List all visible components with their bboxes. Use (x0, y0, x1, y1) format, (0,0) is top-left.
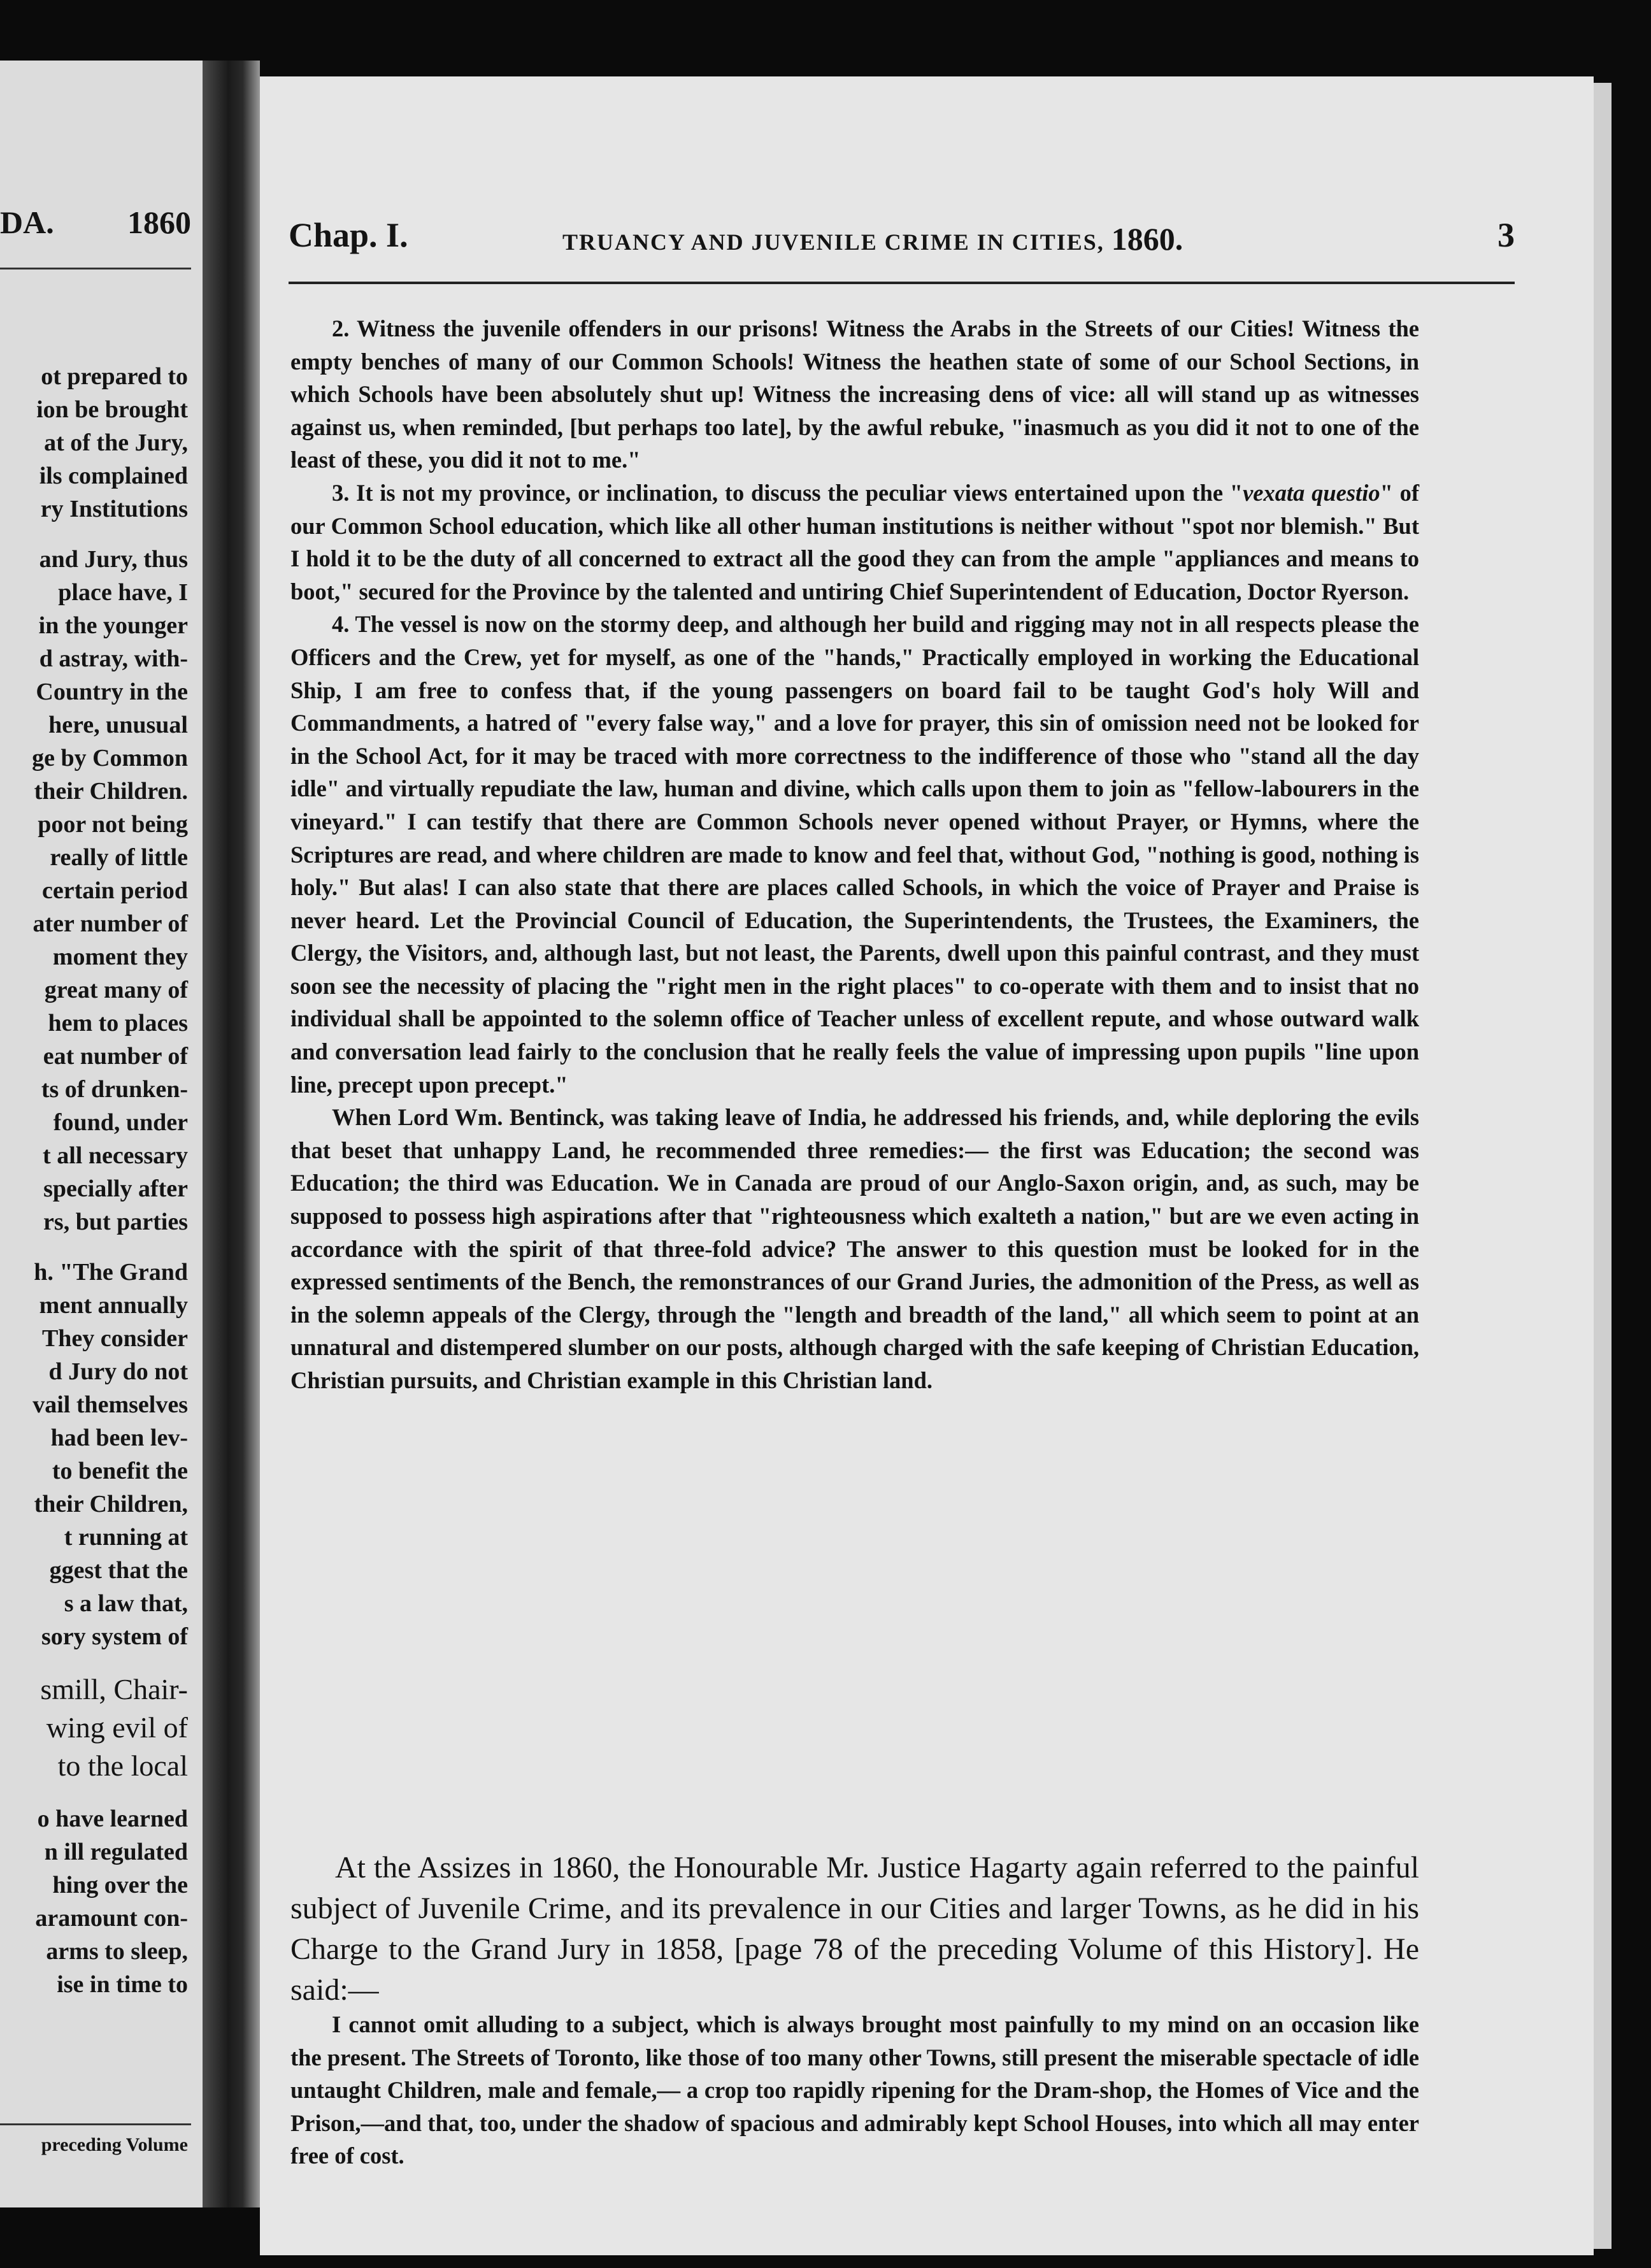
narrative-section (290, 1848, 1419, 2011)
header-rule (289, 282, 1515, 284)
left-line: ge by Common (32, 745, 188, 772)
left-line: and Jury, thus (39, 546, 188, 573)
page-number: 3 (1497, 216, 1515, 254)
left-line: poor not being (38, 811, 188, 838)
left-line: found, under (53, 1109, 188, 1136)
left-line-gap (0, 526, 188, 543)
running-head-year: 1860. (1111, 221, 1183, 257)
left-line: Country in the (36, 678, 188, 705)
paragraph-3-italic: vexata questio (1243, 479, 1380, 506)
left-line: d Jury do not (48, 1358, 188, 1385)
left-running-head (0, 204, 191, 248)
left-line: ils complained (39, 463, 188, 489)
left-line: rs, but parties (43, 1209, 188, 1235)
left-line: ggest that the (49, 1557, 188, 1584)
left-line: here, unusual (48, 712, 188, 738)
paragraph-3-part-b: " of our Common School education, which like all other human institutions is neither without "spot nor blemish." But I hold it to be the duty of all concerned to extract all the good they can from the ample "appliances and means to boot," secured for the Province by the talented and untiring Chief Superintendent of Education, Doctor Ryerson. (290, 479, 1419, 605)
left-line: t all necessary (43, 1142, 188, 1169)
left-line: hing over the (52, 1872, 188, 1898)
page-edge (1594, 83, 1612, 2249)
left-line: t running at (64, 1524, 188, 1551)
paragraph-3-part-a: 3. It is not my province, or inclination, to discuss the peculiar views entertained upon the " (332, 479, 1243, 506)
paragraph-2: 2. Witness the juvenile offenders in our prisons! Witness the Arabs in the Streets of our Cities! Witness the empty benches of many of our Common Schools! Witness the heathen state of some of our School Sections, in which Schools have been absolutely shut up! Witness the increasing dens of vice: all will stand up as witnesses against us, when reminded, [but perhaps too late], by the awful rebuke, "inasmuch as you did it not to one of the least of these, you did it not to me." (290, 315, 1419, 473)
left-line: s a law that, (64, 1590, 188, 1617)
left-line: eat number of (43, 1043, 188, 1070)
left-line-gap (0, 1653, 188, 1670)
left-line: their Children. (34, 778, 188, 805)
right-page (260, 76, 1594, 2255)
letter-body (290, 312, 1419, 1397)
left-line: to benefit the (52, 1458, 188, 1484)
left-line: ment annually (39, 1292, 188, 1319)
left-line: great many of (44, 977, 188, 1003)
left-line: their Children, (34, 1491, 188, 1518)
left-line: ts of drunken- (41, 1076, 188, 1103)
chapter-label: Chap. I. (289, 216, 408, 254)
left-running-head-title: DA. (0, 205, 54, 240)
left-header-rule (0, 268, 191, 269)
left-line: They consider (41, 1325, 188, 1352)
left-line: to the local (57, 1749, 188, 1782)
left-line: sory system of (41, 1623, 188, 1650)
left-line: arms to sleep, (46, 1938, 188, 1965)
left-footnote-rule (0, 2123, 191, 2125)
left-page-text (0, 360, 188, 2001)
left-line: ise in time to (57, 1971, 188, 1998)
left-line: ry Institutions (40, 496, 188, 522)
book-gutter (203, 61, 260, 2207)
left-line: place have, I (58, 579, 188, 606)
running-head (289, 215, 1515, 260)
left-line: aramount con- (35, 1905, 188, 1932)
narrative-paragraph: At the Assizes in 1860, the Honourable Mr. Justice Hagarty again referred to the painful subject of Juvenile Crime, and its prevalence in our Cities and larger Towns, as he did in his Charge to the Grand Jury in 1858, [page 78 of the preceding Volume of this History]. He said:— (290, 1851, 1419, 2007)
left-line: wing evil of (46, 1711, 188, 1744)
left-line: had been lev- (50, 1425, 188, 1451)
left-line: ot prepared to (41, 363, 188, 390)
left-line-gap (0, 1785, 188, 1802)
left-line: smill, Chair- (40, 1673, 188, 1705)
paragraph-3 (290, 477, 1419, 608)
paragraph-4: 4. The vessel is now on the stormy deep, and although her build and rigging may not in all respects please the Officers and the Crew, yet for myself, as one of the "hands," Practically employed in working the Educational Ship, I am free to confess that, if the young passengers on board fail to be taught God's holy Will and Commandments, a hatred of "every false way," and a love for prayer, this sin of omission need not be looked for in the School Act, for it may be traced with more correctness to the indifference of those who "stand all the day idle" and virtually repudiate the law, human and divine, which calls upon them to join as "fellow-labourers in the vineyard." I can testify that there are Common Schools never opened without Prayer, or Hymns, where the Scriptures are read, and where children are made to know and feel that, without God, "nothing is good, nothing is holy." But alas! I can also state that there are places called Schools, in which the voice of Prayer and Praise is never heard. Let the Provincial Council of Education, the Superintendents, the Trustees, the Examiners, the Clergy, the Visitors, and, although last, but not least, the Parents, dwell upon this painful contrast, and they must soon see the necessity of placing the "right men in the right places" to co-operate with them and to insist that no individual shall be appointed to the solemn office of Teacher unless of excellent repute, and whose outward walk and conversation lead fairly to the conclusion that he really feels the value of impressing upon pupils "line upon line, precept upon precept." (290, 611, 1419, 1098)
left-running-head-year: 1860 (127, 205, 191, 240)
left-line: moment they (52, 944, 188, 970)
left-line: ion be brought (36, 396, 188, 423)
left-line: really of little (50, 844, 188, 871)
left-page (0, 61, 203, 2207)
charge-quote-paragraph: I cannot omit alluding to a subject, which is always brought most painfully to my mind on an occasion like the present. The Streets of Toronto, like those of too many other Towns, still present the miserable spectacle of idle untaught Children, male and female,— a crop too rapidly ripening for the Dram-shop, the Homes of Vice and the Prison,—and that, too, under the shadow of spacious and admirably kept School Houses, into which all may enter free of cost. (290, 2011, 1419, 2169)
left-line: o have learned (37, 1805, 188, 1832)
left-line: ater number of (32, 910, 188, 937)
left-line: n ill regulated (44, 1839, 188, 1865)
left-line: vail themselves (32, 1391, 188, 1418)
left-line: certain period (41, 877, 188, 904)
running-head-title-text: TRUANCY AND JUVENILE CRIME IN CITIES, (562, 229, 1104, 255)
paragraph-5: When Lord Wm. Bentinck, was taking leave of India, he addressed his friends, and, while deploring the evils that beset that unhappy Land, he recommended three remedies:— the first was Education; the second was Education; the third was Education. We in Canada are proud of our Anglo-Saxon origin, and, as such, may be supposed to possess high aspirations after that "righteousness which exalteth a nation," but are we even acting in accordance with the spirit of that three-fold advice? The answer to this question must be looked for in the expressed sentiments of the Bench, the remonstrances of our Grand Juries, the admonition of the Press, as well as in the solemn appeals of the Clergy, through the "length and breadth of the land," all which seem to point at an unnatural and distempered slumber on our posts, although charged with the safe keeping of Christian Education, Christian pursuits, and Christian example in this Christian land. (290, 1104, 1419, 1393)
left-line: at of the Jury, (44, 429, 188, 456)
left-line-gap (0, 1238, 188, 1256)
left-line: hem to places (48, 1010, 188, 1037)
left-footnote: preceding Volume (41, 2134, 188, 2155)
left-line: h. "The Grand (34, 1259, 188, 1286)
left-line: specially after (43, 1175, 188, 1202)
left-line: d astray, with- (39, 645, 188, 672)
left-line: in the younger (38, 612, 188, 639)
running-head-title (562, 220, 1183, 257)
charge-quote (290, 2008, 1419, 2172)
